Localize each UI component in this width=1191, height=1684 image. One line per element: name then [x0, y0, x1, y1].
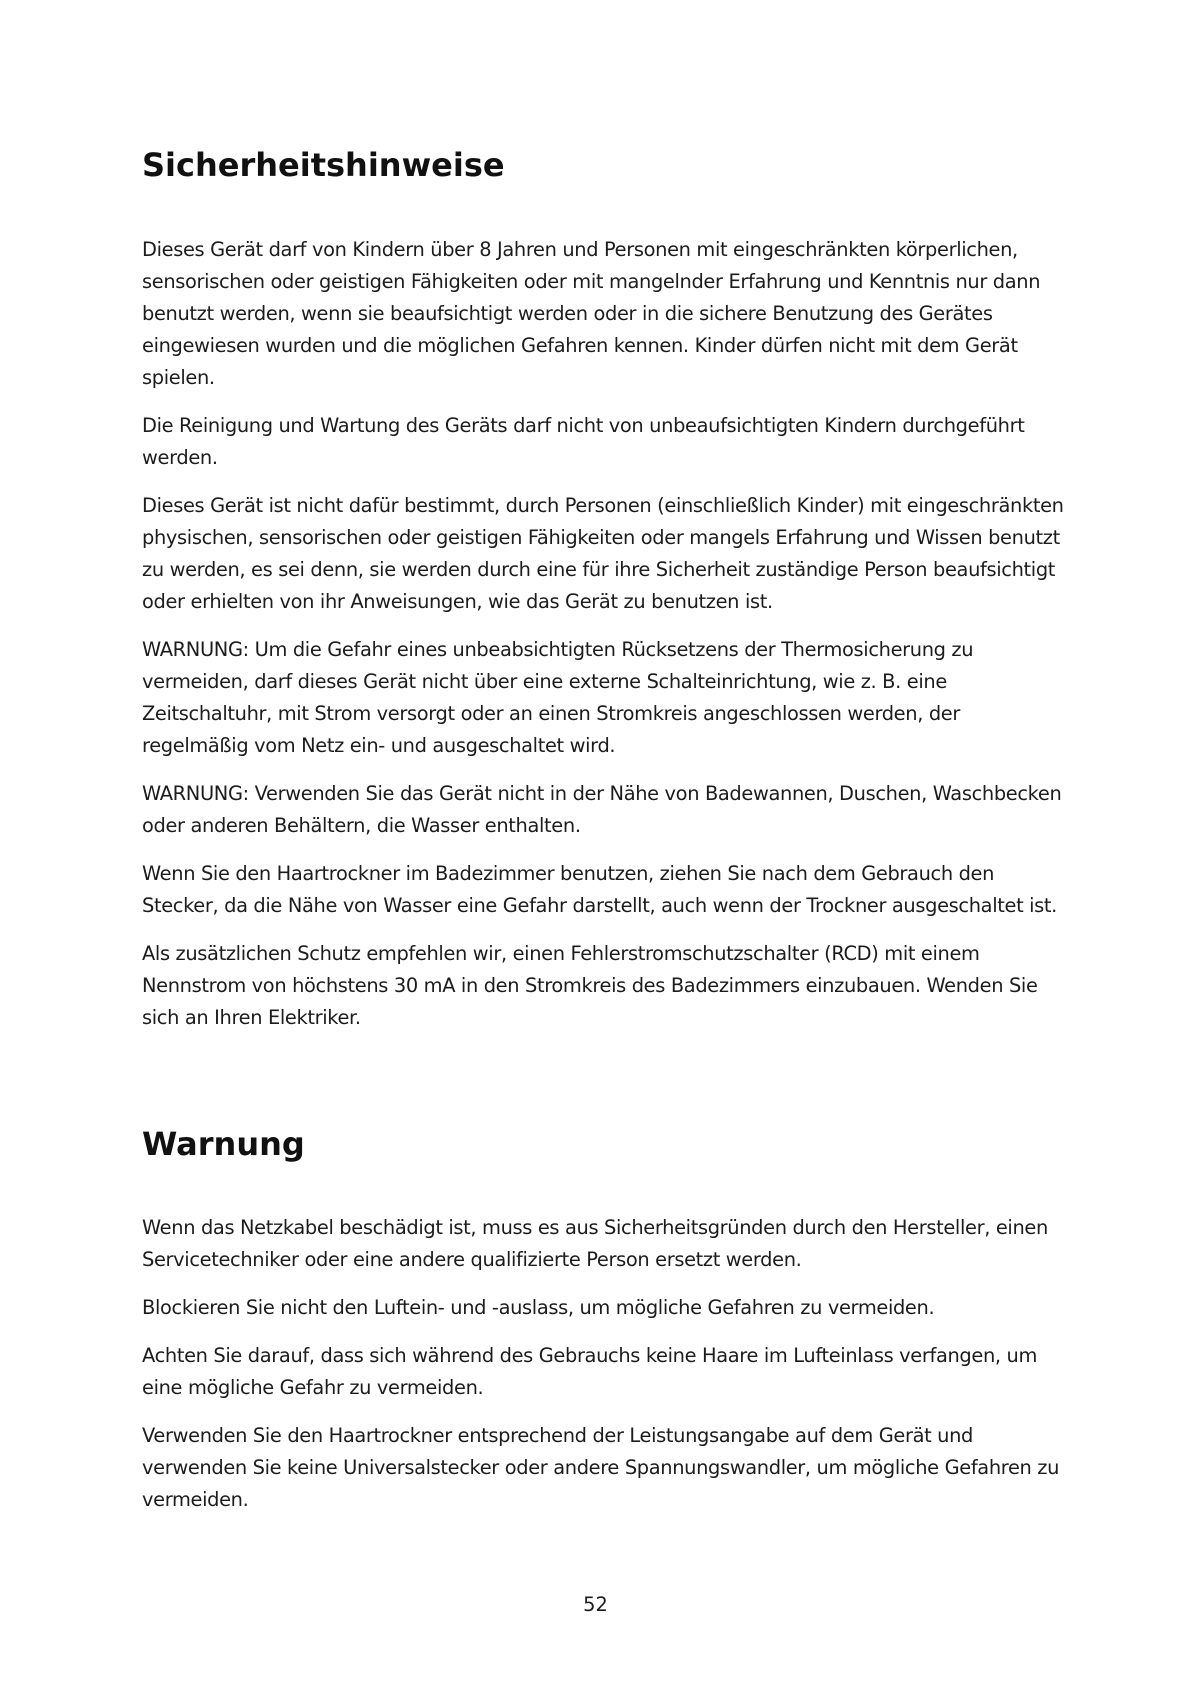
paragraph: Verwenden Sie den Haartrockner entsprechend der Leistungsangabe auf dem Gerät und verwenden Sie keine Universalstecker oder andere Spannungswandler, um mögliche Gefahren zu vermeiden. — [142, 1424, 1060, 1511]
warning-paragraph: WARNUNG: Verwenden Sie das Gerät nicht in der Nähe von Badewannen, Duschen, Waschbecken oder anderen Behältern, die Wasser enthalten. — [142, 782, 1062, 837]
paragraph: Achten Sie darauf, dass sich während des Gebrauchs keine Haare im Lufteinlass verfangen, um eine mögliche Gefahr zu vermeiden. — [142, 1344, 1038, 1399]
section-body-sicherheitshinweise — [142, 234, 1072, 1050]
paragraph: Blockieren Sie nicht den Luftein- und -auslass, um mögliche Gefahren zu vermeiden. — [142, 1296, 935, 1319]
page-number: 52 — [583, 1593, 608, 1616]
paragraph: Wenn das Netzkabel beschädigt ist, muss es aus Sicherheitsgründen durch den Hersteller, einen Servicetechniker oder eine andere qualifizierte Person ersetzt werden. — [142, 1216, 1048, 1271]
section-heading-warnung: Warnung — [142, 1125, 305, 1163]
section-body-warnung — [142, 1212, 1072, 1532]
warning-paragraph: WARNUNG: Um die Gefahr eines unbeabsichtigten Rücksetzens der Thermosicherung zu vermeiden, darf dieses Gerät nicht über eine externe Schalteinrichtung, wie z. B. eine Zeitschaltuhr, mit Strom versorgt oder an einen Stromkreis angeschlossen werden, der regelmäßig vom Netz ein- und ausgeschaltet wird. — [142, 638, 974, 757]
paragraph: Dieses Gerät ist nicht dafür bestimmt, durch Personen (einschließlich Kinder) mit eingeschränkten physischen, sensorischen oder geistigen Fähigkeiten oder mangels Erfahrung und Wissen benutzt zu werden, es sei denn, sie werden durch eine für ihre Sicherheit zuständige Person beaufsichtigt oder erhielten von ihr Anweisungen, wie das Gerät zu benutzen ist. — [142, 494, 1064, 613]
paragraph: Die Reinigung und Wartung des Geräts darf nicht von unbeaufsichtigten Kindern durchgeführt werden. — [142, 414, 1025, 469]
paragraph: Dieses Gerät darf von Kindern über 8 Jahren und Personen mit eingeschränkten körperlichen, sensorischen oder geistigen Fähigkeiten oder mit mangelnder Erfahrung und Kenntnis nur dann benutzt werden, wenn sie beaufsichtigt werden oder in die sichere Benutzung des Gerätes eingewiesen wurden und die möglichen Gefahren kennen. Kinder dürfen nicht mit dem Gerät spielen. — [142, 238, 1041, 389]
section-heading-sicherheitshinweise: Sicherheitshinweise — [142, 146, 505, 184]
paragraph: Wenn Sie den Haartrockner im Badezimmer benutzen, ziehen Sie nach dem Gebrauch den Stecker, da die Nähe von Wasser eine Gefahr darstellt, auch wenn der Trockner ausgeschaltet ist. — [142, 862, 1057, 917]
paragraph: Als zusätzlichen Schutz empfehlen wir, einen Fehlerstromschutzschalter (RCD) mit einem Nennstrom von höchstens 30 mA in den Stromkreis des Badezimmers einzubauen. Wenden Sie sich an Ihren Elektriker. — [142, 942, 1038, 1029]
